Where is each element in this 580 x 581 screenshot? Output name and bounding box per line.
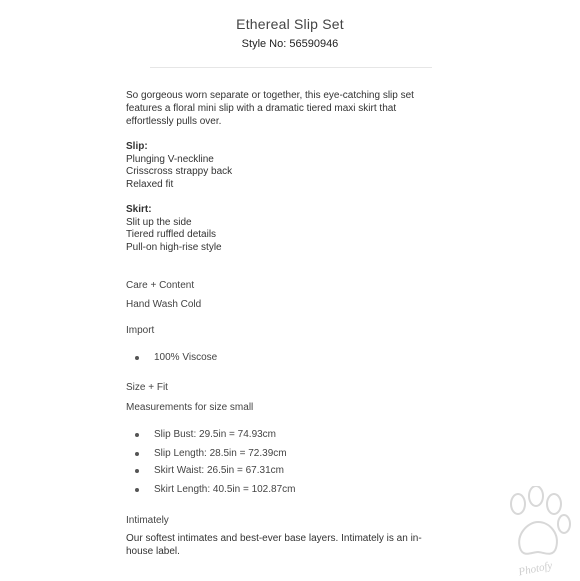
brand-text: Our softest intimates and best-ever base layers. Intimately is an in-house label. xyxy=(126,533,422,557)
product-title: Ethereal Slip Set xyxy=(236,16,344,32)
measurement: Slip Length: 28.5in = 72.39cm xyxy=(154,448,287,459)
slip-heading: Slip: xyxy=(126,141,148,152)
bullet-icon xyxy=(135,433,139,437)
import-item: 100% Viscose xyxy=(154,352,218,363)
divider xyxy=(150,67,432,68)
paw-print-icon xyxy=(498,486,574,576)
list-item xyxy=(135,429,276,440)
measurement: Skirt Waist: 26.5in = 67.31cm xyxy=(154,465,284,476)
list-item xyxy=(135,352,217,363)
list-item xyxy=(135,448,287,459)
measurement: Slip Bust: 29.5in = 74.93cm xyxy=(154,429,277,440)
slip-feature: Relaxed fit xyxy=(126,178,174,190)
slip-section xyxy=(126,141,232,191)
skirt-heading: Skirt: xyxy=(126,204,152,215)
measurement: Skirt Length: 40.5in = 102.87cm xyxy=(154,484,296,495)
list-item xyxy=(135,484,295,495)
care-value: Hand Wash Cold xyxy=(126,299,202,310)
bullet-icon xyxy=(135,452,139,456)
watermark-text: Photofy xyxy=(517,559,554,576)
skirt-feature: Slit up the side xyxy=(126,216,192,228)
slip-feature: Plunging V-neckline xyxy=(126,153,214,165)
watermark xyxy=(498,486,574,576)
brand-heading: Intimately xyxy=(126,515,169,526)
slip-feature: Crisscross strappy back xyxy=(126,166,233,177)
skirt-feature: Tiered ruffled details xyxy=(126,229,217,240)
size-fit-heading: Size + Fit xyxy=(126,382,168,393)
import-heading: Import xyxy=(126,325,155,336)
bullet-icon xyxy=(135,469,139,473)
list-item xyxy=(135,465,284,476)
style-number: Style No: 56590946 xyxy=(241,38,339,50)
skirt-feature: Pull-on high-rise style xyxy=(126,241,222,253)
size-fit-intro: Measurements for size small xyxy=(126,402,254,413)
care-heading: Care + Content xyxy=(126,280,195,291)
skirt-section xyxy=(126,204,222,254)
bullet-icon xyxy=(135,356,139,360)
bullet-icon xyxy=(135,488,139,492)
product-description: So gorgeous worn separate or together, this eye-catching slip set features a floral mini slip with a dramatic tiered maxi skirt that effortlessly pulls over. xyxy=(126,90,414,127)
